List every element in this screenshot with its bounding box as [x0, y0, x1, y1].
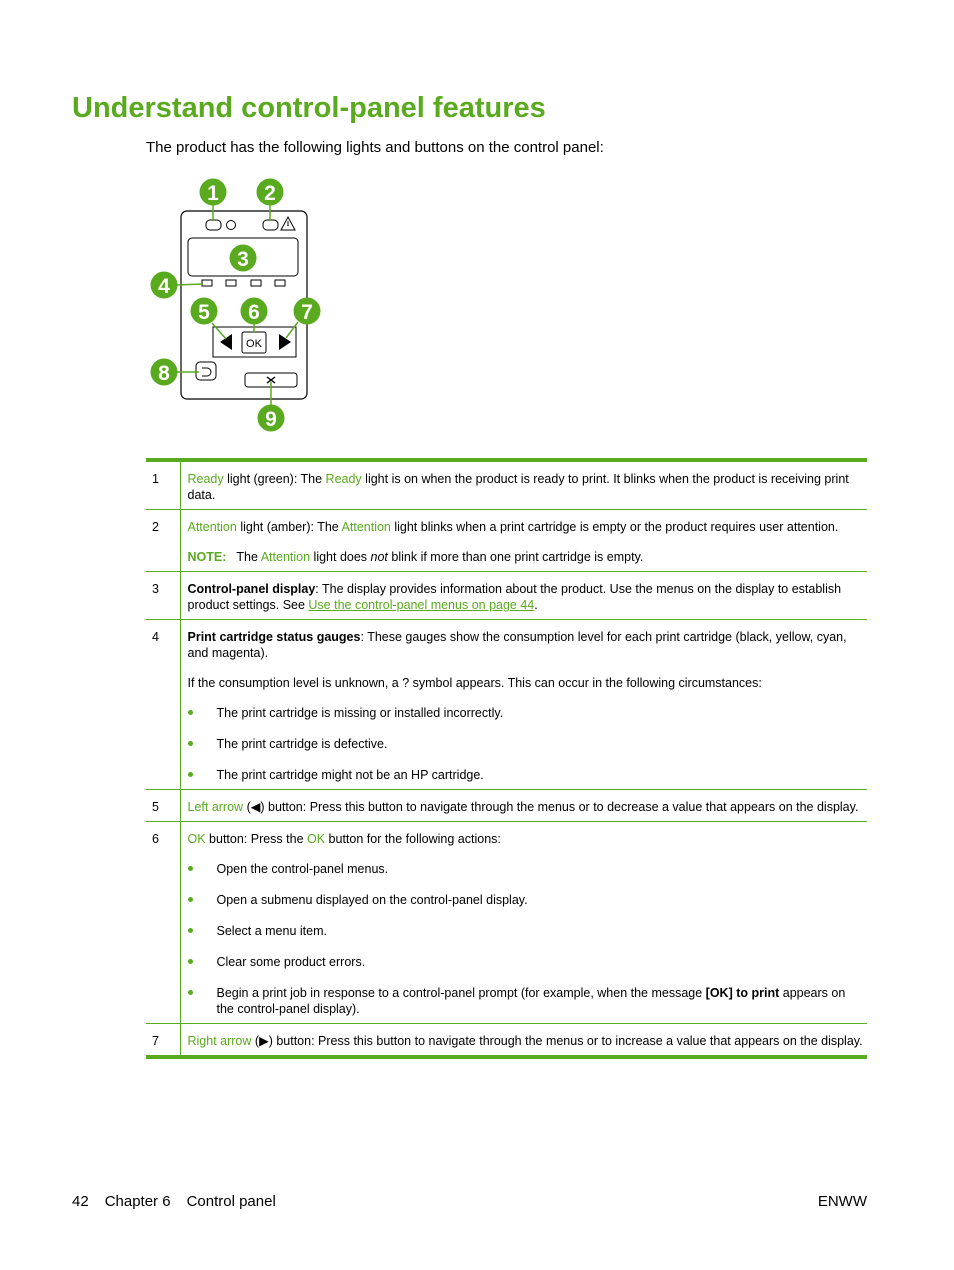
list-item: Open the control-panel menus. — [188, 861, 864, 877]
bullet-icon — [188, 990, 193, 995]
callout-9: 9 — [265, 408, 277, 431]
list-item: Begin a print job in response to a control-panel prompt (for example, when the message [OK] to print appears on the control-panel display). — [188, 985, 864, 1017]
chapter-label: Chapter 6 — [104, 1193, 171, 1210]
callout-3: 3 — [237, 248, 249, 271]
gauge-black — [202, 280, 212, 286]
right-arrow-icon: ▶ — [259, 1034, 269, 1048]
list-item: The print cartridge is defective. — [188, 736, 864, 752]
ok-label: OK — [246, 338, 262, 350]
table-row — [146, 572, 867, 620]
page-number: 42 — [72, 1193, 89, 1210]
list-item: Clear some product errors. — [188, 954, 864, 970]
menus-page-link[interactable]: Use the control-panel menus on page 44 — [308, 598, 535, 612]
bullet-list — [188, 861, 864, 1017]
section-label: Control panel — [186, 1193, 276, 1210]
table-row — [146, 620, 867, 790]
bullet-icon — [188, 959, 193, 964]
row-number: 5 — [146, 790, 180, 822]
list-item: The print cartridge is missing or installed incorrectly. — [188, 705, 864, 721]
row-number: 2 — [146, 510, 180, 572]
bullet-icon — [188, 772, 193, 777]
callout-5: 5 — [198, 301, 210, 324]
list-item: Open a submenu displayed on the control-panel display. — [188, 892, 864, 908]
gauge-cyan — [251, 280, 261, 286]
bullet-list — [188, 705, 864, 783]
footer-right: ENWW — [817, 1193, 867, 1210]
row-description: Left arrow (◀) button: Press this button to navigate through the menus or to decrease a value that appears on the display. — [180, 790, 867, 822]
ready-light — [206, 220, 221, 230]
row-description: Control-panel display: The display provides information about the product. Use the menus on the display to establish product settings. See Use the control-panel menus on page 44. — [180, 572, 867, 620]
bullet-icon — [188, 741, 193, 746]
row-number: 3 — [146, 572, 180, 620]
bullet-icon — [188, 928, 193, 933]
row-number: 7 — [146, 1024, 180, 1058]
page-title: Understand control-panel features — [72, 92, 546, 124]
control-panel-diagram — [146, 172, 326, 436]
callout-2: 2 — [264, 182, 276, 205]
row-number: 1 — [146, 460, 180, 510]
intro-text: The product has the following lights and buttons on the control panel: — [146, 139, 604, 156]
callout-7: 7 — [301, 301, 313, 324]
bullet-icon — [188, 897, 193, 902]
table-row — [146, 822, 867, 1024]
callout-6: 6 — [248, 301, 260, 324]
row-number: 6 — [146, 822, 180, 1024]
list-item: The print cartridge might not be an HP cartridge. — [188, 767, 864, 783]
row-description: Print cartridge status gauges: These gauges show the consumption level for each print cartridge (black, yellow, cyan, and magenta). If the consumption level is unknown, a ? symbol appears. This can occur in the following circumstances: The print cartridge is missing or installed incorrectly. The print cartridge is defective. The print cartridge might not be an HP cartridge. — [180, 620, 867, 790]
back-button — [196, 362, 216, 380]
table-row — [146, 790, 867, 822]
bullet-icon — [188, 866, 193, 871]
row-description: Attention light (amber): The Attention light blinks when a print cartridge is empty or the product requires user attention. NOTE: The Attention light does not blink if more than one print cartridge is empty. — [180, 510, 867, 572]
gauge-yellow — [226, 280, 236, 286]
attention-light — [263, 220, 278, 230]
table-row — [146, 510, 867, 572]
list-item: Select a menu item. — [188, 923, 864, 939]
row-description: OK button: Press the OK button for the following actions: Open the control-panel menus. Open a submenu displayed on the control-panel display. Select a menu item. Clear some product errors. Begin a print job in response to a control-panel prompt (for example, when the message [OK] to print appears on the control-panel display). — [180, 822, 867, 1024]
callout-4: 4 — [158, 275, 170, 298]
left-arrow-icon: ◀ — [250, 800, 261, 814]
features-table — [146, 458, 867, 1059]
table-row — [146, 460, 867, 510]
row-description: Ready light (green): The Ready light is on when the product is ready to print. It blinks when the product is receiving print data. — [180, 460, 867, 510]
callout-8: 8 — [158, 362, 170, 385]
row-number: 4 — [146, 620, 180, 790]
bullet-icon — [188, 710, 193, 715]
callout-1: 1 — [207, 182, 219, 205]
note: NOTE: The Attention light does not blink if more than one print cartridge is empty. — [187, 550, 644, 564]
gauge-magenta — [275, 280, 285, 286]
table-row — [146, 1024, 867, 1058]
row-description: Right arrow (▶) button: Press this button to navigate through the menus or to increase a value that appears on the display. — [187, 1034, 863, 1048]
footer-left — [72, 1193, 276, 1210]
note-label: NOTE: — [187, 550, 227, 564]
